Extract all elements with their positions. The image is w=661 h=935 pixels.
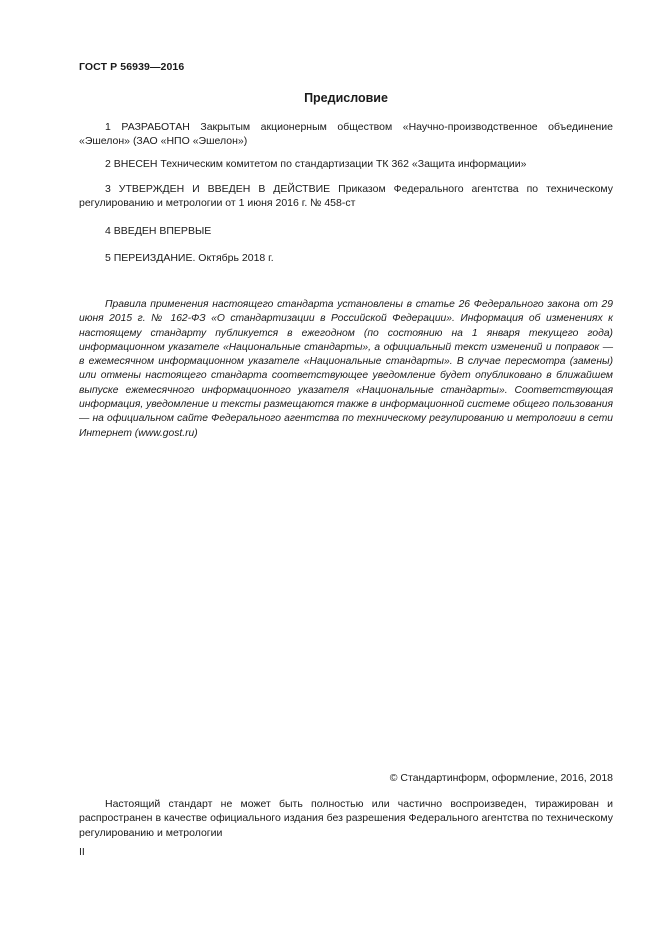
preface-item-2: 2 ВНЕСЕН Техническим комитетом по стандартизации ТК 362 «Защита информации» — [105, 158, 527, 170]
page-number: II — [79, 846, 85, 858]
preface-item-3: 3 УТВЕРЖДЕН И ВВЕДЕН В ДЕЙСТВИЕ Приказом Федерального агентства по техническому регулированию и метрологии от 1 июня 2016 г. № 458-ст — [79, 183, 613, 210]
preface-item-5: 5 ПЕРЕИЗДАНИЕ. Октябрь 2018 г. — [105, 252, 274, 264]
rights-notice: Настоящий стандарт не может быть полностью или частично воспроизведен, тиражирован и распространен в качестве официального издания без разрешения Федерального агентства по техническому регулированию и метрологии — [79, 798, 613, 839]
preface-item-1: 1 РАЗРАБОТАН Закрытым акционерным обществом «Научно-производственное объединение «Эшелон» (ЗАО «НПО «Эшелон») — [79, 121, 613, 148]
document-code: ГОСТ Р 56939—2016 — [79, 61, 185, 73]
page-title: Предисловие — [304, 91, 388, 105]
application-notice: Правила применения настоящего стандарта установлены в статье 26 Федерального закона от 29 июня 2015 г. № 162-ФЗ «О стандартизации в Российской Федерации». Информация об изменениях к настоящему стандарту публикуется в ежегодном (по состоянию на 1 января текущего года) информационном указателе «Национальные стандарты», а официальный текст изменений и поправок — в ежемесячном информационном указателе «Национальные стандарты». В случае пересмотра (замены) или отмены настоящего стандарта соответствующее уведомление будет опубликовано в ближайшем выпуске ежемесячного информационного указателя «Национальные стандарты». Соответствующая информация, уведомление и тексты размещаются также в информационной системе общего пользования — на официальном сайте Федерального агентства по техническому регулированию и метрологии в сети Интернет (www.gost.ru) — [79, 299, 613, 439]
copyright-line: © Стандартинформ, оформление, 2016, 2018 — [389, 772, 613, 784]
preface-item-4: 4 ВВЕДЕН ВПЕРВЫЕ — [105, 225, 212, 237]
